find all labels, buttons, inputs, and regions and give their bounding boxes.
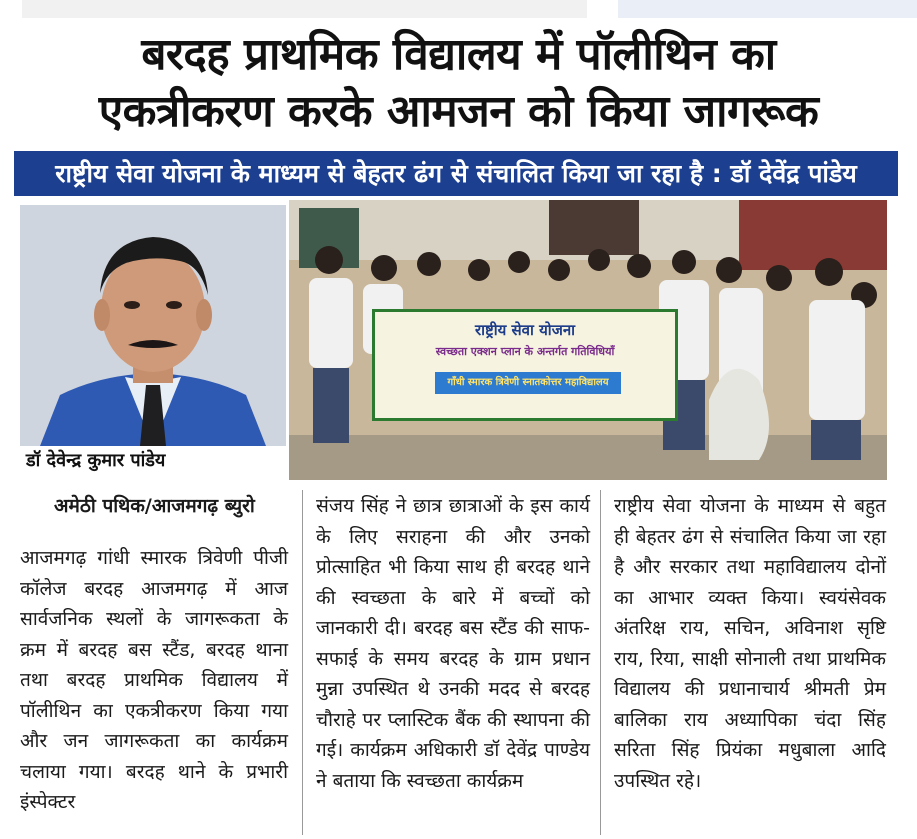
nss-banner [372, 309, 678, 421]
column-divider [600, 490, 601, 835]
portrait-photo [20, 205, 286, 446]
headline-line-1: बरदह प्राथमिक विद्यालय में पॉलीथिन का [141, 29, 776, 80]
banner-college: गाँधी स्मारक त्रिवेणी स्नातकोत्तर महाविद्यालय [435, 372, 621, 394]
subheadline-bar [14, 151, 898, 196]
banner-subtitle: स्वच्छता एक्शन प्लान के अन्तर्गत गतिविधियाँ [435, 345, 615, 358]
column-3-text: राष्ट्रीय सेवा योजना के माध्यम से बहुत ही बेहतर ढंग से संचालित किया जा रहा है और सरकार तथा महाविद्यालय दोनों का आभार व्यक्त किया। स्वयंसेवक अंतरिक्ष राय, सचिन, अविनाश सृष्टि राय, रिया, साक्षी सोनाली तथा प्राथमिक विद्यालय की प्रधानाचार्य श्रीमती प्रेम बालिका राय अध्यापिका चंदा सिंह सरिता सिंह प्रियंका मधुबाला आदि उपस्थित रहे। [614, 495, 886, 792]
byline: अमेठी पथिक/आजमगढ़ ब्युरो [54, 495, 255, 517]
column-divider [302, 490, 303, 835]
banner-title: राष्ट्रीय सेवा योजना [474, 321, 576, 339]
article-column-3 [614, 491, 886, 796]
column-2-text: संजय सिंह ने छात्र छात्राओं के इस कार्य के लिए सराहना की और उनको प्रोत्साहित भी किया साथ ही बरदह थाने की स्वच्छता के बारे में बच्चों को जानकारी दी। बरदह बस स्टैंड की साफ-सफाई के समय बरदह के ग्राम प्रधान मुन्ना उपस्थित थे उनकी मदद से बरदह चौराहे पर प्लास्टिक बैंक की स्थापना की गई। कार्यक्रम अधिकारी डॉ देवेंद्र पाण्डेय ने बताया कि स्वच्छता कार्यक्रम [316, 495, 590, 792]
top-strip-accent [618, 0, 917, 18]
headline [0, 26, 917, 140]
portrait-illustration [20, 205, 286, 446]
top-strip [22, 0, 587, 18]
headline-line-2: एकत्रीकरण करके आमजन को किया जागरूक [98, 86, 819, 137]
article-column-2 [316, 491, 590, 796]
subheadline-text: राष्ट्रीय सेवा योजना के माध्यम से बेहतर ढंग से संचालित किया जा रहा है : डॉ देवेंद्र पांडेय [55, 159, 857, 188]
article-column-1 [20, 491, 288, 818]
column-1-text: आजमगढ़ गांधी स्मारक त्रिवेणी पीजी कॉलेज बरदह आजमगढ़ में आज सार्वजनिक स्थलों के जागरूकता के क्रम में बरदह बस स्टैंड, बरदह थाना तथा बरदह प्राथमिक विद्यालय में पॉलीथिन का एकत्रीकरण किया गया और जन जागरूकता का कार्यक्रम चलाया गया। बरदह थाने के प्रभारी इंस्पेक्टर [20, 547, 288, 813]
portrait-caption: डॉ देवेन्द्र कुमार पांडेय [20, 446, 286, 476]
